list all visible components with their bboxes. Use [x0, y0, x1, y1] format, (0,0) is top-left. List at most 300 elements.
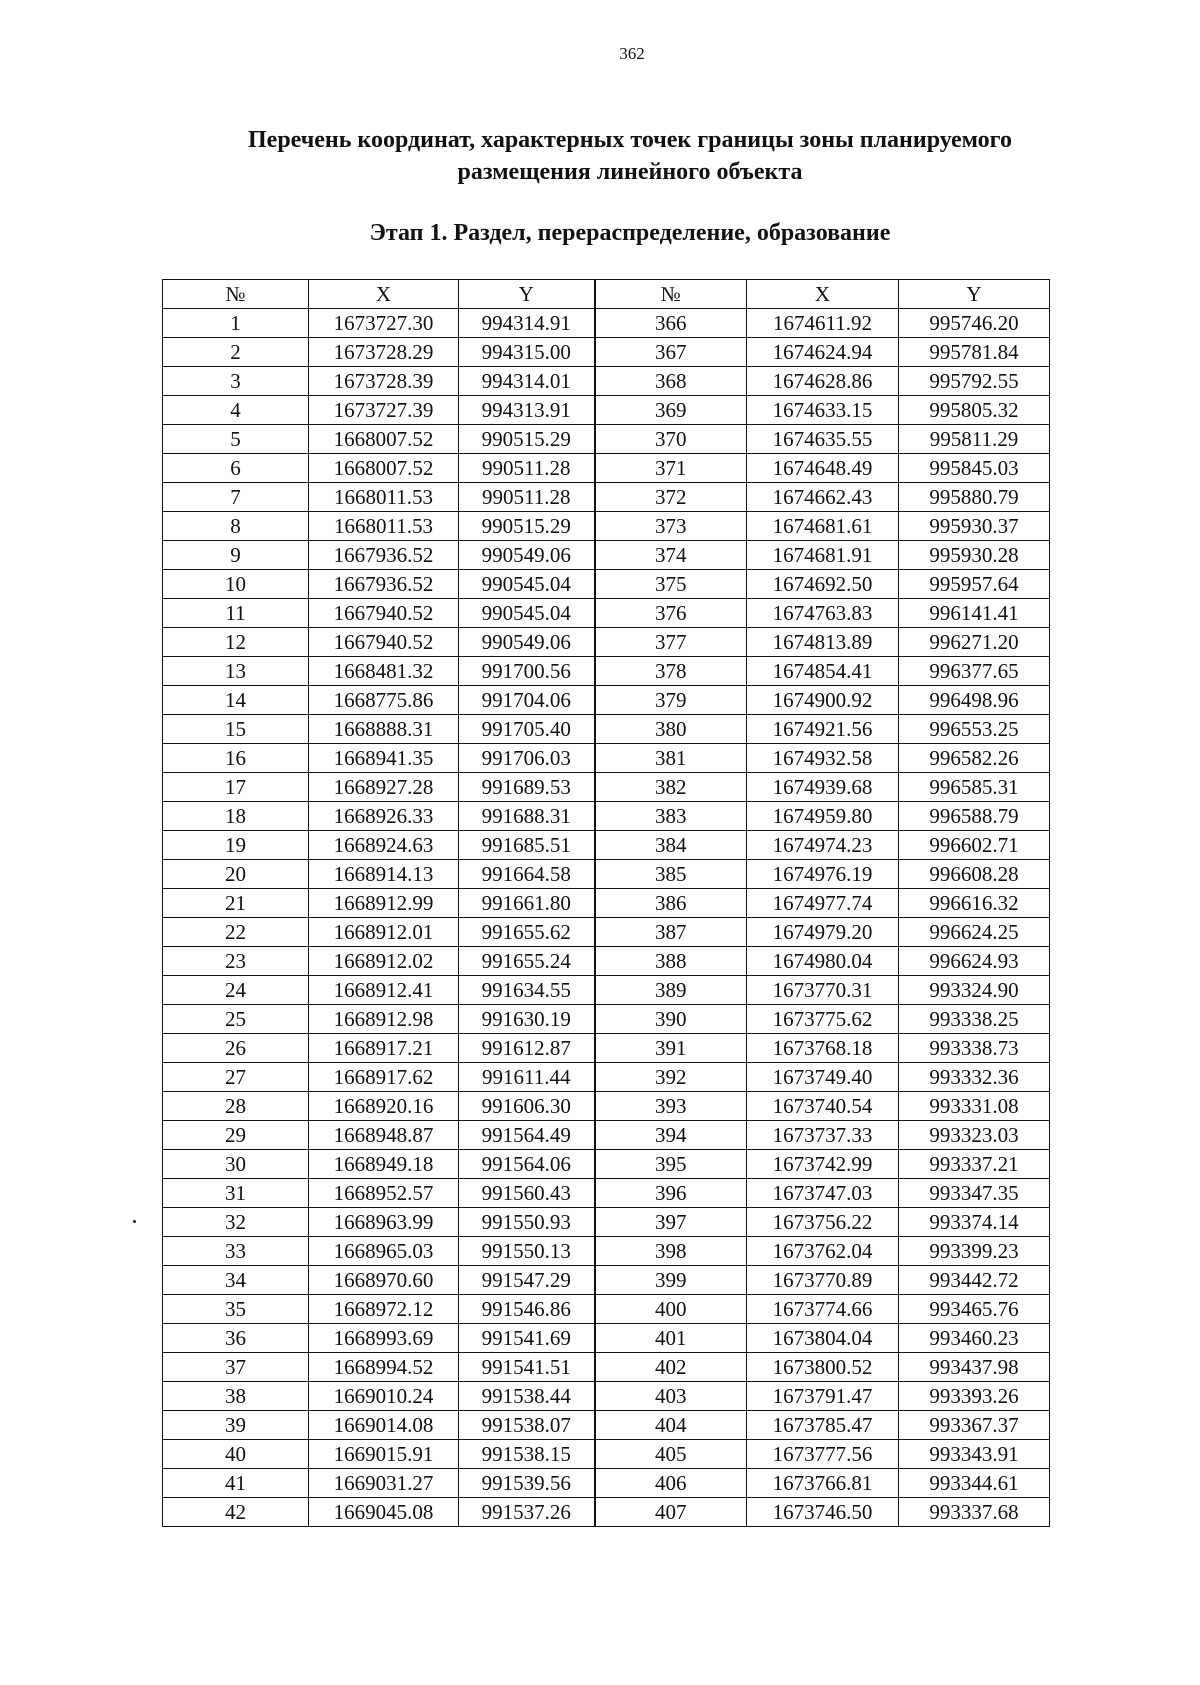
cell-x: 1668994.52 — [309, 1353, 459, 1382]
cell-y: 991538.15 — [459, 1440, 595, 1469]
cell-number-2: 374 — [595, 541, 747, 570]
cell-number-2: 397 — [595, 1208, 747, 1237]
cell-y: 991661.80 — [459, 889, 595, 918]
table-row — [163, 541, 1050, 570]
cell-y: 991612.87 — [459, 1034, 595, 1063]
cell-number: 2 — [163, 338, 309, 367]
table-row — [163, 1034, 1050, 1063]
cell-y: 991630.19 — [459, 1005, 595, 1034]
cell-x-2: 1674980.04 — [747, 947, 899, 976]
table-row — [163, 599, 1050, 628]
cell-y-2: 995746.20 — [899, 309, 1050, 338]
cell-number-2: 398 — [595, 1237, 747, 1266]
cell-y-2: 993338.73 — [899, 1034, 1050, 1063]
cell-y-2: 996498.96 — [899, 686, 1050, 715]
cell-y-2: 993343.91 — [899, 1440, 1050, 1469]
cell-y-2: 996608.28 — [899, 860, 1050, 889]
cell-y-2: 993323.03 — [899, 1121, 1050, 1150]
cell-number-2: 379 — [595, 686, 747, 715]
cell-y-2: 993337.21 — [899, 1150, 1050, 1179]
cell-x: 1668948.87 — [309, 1121, 459, 1150]
cell-number: 19 — [163, 831, 309, 860]
table-row — [163, 947, 1050, 976]
cell-y: 991705.40 — [459, 715, 595, 744]
cell-number-2: 366 — [595, 309, 747, 338]
cell-x: 1668949.18 — [309, 1150, 459, 1179]
cell-x: 1668941.35 — [309, 744, 459, 773]
cell-number: 5 — [163, 425, 309, 454]
cell-y: 991564.06 — [459, 1150, 595, 1179]
cell-x: 1668970.60 — [309, 1266, 459, 1295]
cell-y-2: 996377.65 — [899, 657, 1050, 686]
cell-x-2: 1674648.49 — [747, 454, 899, 483]
header-y-2: Y — [899, 280, 1050, 309]
cell-x-2: 1673777.56 — [747, 1440, 899, 1469]
cell-y-2: 993465.76 — [899, 1295, 1050, 1324]
cell-x-2: 1674854.41 — [747, 657, 899, 686]
table-row — [163, 773, 1050, 802]
cell-x-2: 1673756.22 — [747, 1208, 899, 1237]
cell-x-2: 1674959.80 — [747, 802, 899, 831]
document-title — [150, 124, 1110, 188]
cell-x-2: 1674628.86 — [747, 367, 899, 396]
header-x: X — [309, 280, 459, 309]
cell-number-2: 375 — [595, 570, 747, 599]
table-row — [163, 1150, 1050, 1179]
cell-x-2: 1673740.54 — [747, 1092, 899, 1121]
cell-number: 15 — [163, 715, 309, 744]
cell-y: 994314.01 — [459, 367, 595, 396]
cell-x-2: 1674681.61 — [747, 512, 899, 541]
cell-y: 991634.55 — [459, 976, 595, 1005]
table-row — [163, 1411, 1050, 1440]
table-header-row — [163, 280, 1050, 309]
cell-y-2: 995930.37 — [899, 512, 1050, 541]
cell-y: 991538.07 — [459, 1411, 595, 1440]
cell-x-2: 1674977.74 — [747, 889, 899, 918]
table-row — [163, 512, 1050, 541]
cell-x-2: 1674974.23 — [747, 831, 899, 860]
cell-x-2: 1674932.58 — [747, 744, 899, 773]
cell-x-2: 1674939.68 — [747, 773, 899, 802]
cell-x: 1673728.39 — [309, 367, 459, 396]
cell-x-2: 1673768.18 — [747, 1034, 899, 1063]
cell-y-2: 996602.71 — [899, 831, 1050, 860]
table-row — [163, 976, 1050, 1005]
cell-y: 990511.28 — [459, 454, 595, 483]
cell-x-2: 1674633.15 — [747, 396, 899, 425]
cell-x: 1668952.57 — [309, 1179, 459, 1208]
table-row — [163, 628, 1050, 657]
cell-number-2: 388 — [595, 947, 747, 976]
header-x-2: X — [747, 280, 899, 309]
cell-y-2: 996588.79 — [899, 802, 1050, 831]
cell-y: 991689.53 — [459, 773, 595, 802]
table-body — [163, 309, 1050, 1527]
cell-y: 991560.43 — [459, 1179, 595, 1208]
table-row — [163, 454, 1050, 483]
cell-y-2: 993367.37 — [899, 1411, 1050, 1440]
cell-y: 991685.51 — [459, 831, 595, 860]
cell-x: 1668927.28 — [309, 773, 459, 802]
table-row — [163, 860, 1050, 889]
table-row — [163, 309, 1050, 338]
cell-number-2: 367 — [595, 338, 747, 367]
cell-y-2: 995811.29 — [899, 425, 1050, 454]
cell-x-2: 1673770.89 — [747, 1266, 899, 1295]
cell-x: 1668917.21 — [309, 1034, 459, 1063]
cell-x-2: 1673742.99 — [747, 1150, 899, 1179]
cell-y: 991611.44 — [459, 1063, 595, 1092]
cell-y: 991538.44 — [459, 1382, 595, 1411]
table-row — [163, 831, 1050, 860]
cell-y-2: 996271.20 — [899, 628, 1050, 657]
cell-y-2: 993344.61 — [899, 1469, 1050, 1498]
cell-number: 17 — [163, 773, 309, 802]
cell-x: 1669015.91 — [309, 1440, 459, 1469]
cell-number: 25 — [163, 1005, 309, 1034]
cell-number: 28 — [163, 1092, 309, 1121]
cell-y-2: 995792.55 — [899, 367, 1050, 396]
cell-number-2: 401 — [595, 1324, 747, 1353]
cell-x: 1673727.39 — [309, 396, 459, 425]
cell-y: 991704.06 — [459, 686, 595, 715]
cell-number-2: 372 — [595, 483, 747, 512]
cell-y-2: 993324.90 — [899, 976, 1050, 1005]
cell-number-2: 378 — [595, 657, 747, 686]
cell-x-2: 1673804.04 — [747, 1324, 899, 1353]
cell-number: 20 — [163, 860, 309, 889]
cell-number: 39 — [163, 1411, 309, 1440]
table-row — [163, 1295, 1050, 1324]
cell-number: 29 — [163, 1121, 309, 1150]
cell-x: 1668917.62 — [309, 1063, 459, 1092]
table-row — [163, 686, 1050, 715]
cell-x-2: 1674611.92 — [747, 309, 899, 338]
cell-number-2: 394 — [595, 1121, 747, 1150]
cell-number-2: 399 — [595, 1266, 747, 1295]
cell-x-2: 1674813.89 — [747, 628, 899, 657]
cell-number: 9 — [163, 541, 309, 570]
table-row — [163, 1063, 1050, 1092]
table-row — [163, 1353, 1050, 1382]
cell-y-2: 995880.79 — [899, 483, 1050, 512]
cell-x: 1668775.86 — [309, 686, 459, 715]
cell-number-2: 405 — [595, 1440, 747, 1469]
cell-number-2: 407 — [595, 1498, 747, 1527]
cell-y-2: 993332.36 — [899, 1063, 1050, 1092]
cell-x-2: 1673766.81 — [747, 1469, 899, 1498]
cell-number: 26 — [163, 1034, 309, 1063]
cell-number: 33 — [163, 1237, 309, 1266]
cell-y-2: 996553.25 — [899, 715, 1050, 744]
cell-y-2: 996582.26 — [899, 744, 1050, 773]
cell-x-2: 1674921.56 — [747, 715, 899, 744]
header-number-2: № — [595, 280, 747, 309]
cell-y: 991655.62 — [459, 918, 595, 947]
cell-y-2: 996624.93 — [899, 947, 1050, 976]
cell-number: 40 — [163, 1440, 309, 1469]
cell-x: 1673727.30 — [309, 309, 459, 338]
cell-number: 8 — [163, 512, 309, 541]
cell-y-2: 995805.32 — [899, 396, 1050, 425]
coordinates-table — [162, 279, 1050, 1527]
cell-x-2: 1674624.94 — [747, 338, 899, 367]
cell-x: 1668007.52 — [309, 425, 459, 454]
table-row — [163, 657, 1050, 686]
cell-x: 1669031.27 — [309, 1469, 459, 1498]
cell-x: 1669010.24 — [309, 1382, 459, 1411]
cell-number-2: 373 — [595, 512, 747, 541]
cell-y: 991550.93 — [459, 1208, 595, 1237]
table-row — [163, 1005, 1050, 1034]
cell-number: 7 — [163, 483, 309, 512]
cell-y-2: 993393.26 — [899, 1382, 1050, 1411]
cell-number: 31 — [163, 1179, 309, 1208]
cell-number: 11 — [163, 599, 309, 628]
cell-x-2: 1674979.20 — [747, 918, 899, 947]
cell-number: 1 — [163, 309, 309, 338]
cell-y: 991564.49 — [459, 1121, 595, 1150]
cell-y: 990549.06 — [459, 541, 595, 570]
cell-x: 1673728.29 — [309, 338, 459, 367]
cell-y: 991547.29 — [459, 1266, 595, 1295]
cell-y: 991550.13 — [459, 1237, 595, 1266]
cell-x-2: 1674976.19 — [747, 860, 899, 889]
cell-x: 1667936.52 — [309, 570, 459, 599]
cell-number: 13 — [163, 657, 309, 686]
cell-x: 1668965.03 — [309, 1237, 459, 1266]
table-row — [163, 715, 1050, 744]
table-row — [163, 1121, 1050, 1150]
cell-x: 1668993.69 — [309, 1324, 459, 1353]
cell-number-2: 391 — [595, 1034, 747, 1063]
cell-number: 23 — [163, 947, 309, 976]
cell-number-2: 368 — [595, 367, 747, 396]
header-y: Y — [459, 280, 595, 309]
cell-y-2: 993442.72 — [899, 1266, 1050, 1295]
cell-x: 1668481.32 — [309, 657, 459, 686]
cell-number: 3 — [163, 367, 309, 396]
cell-x-2: 1673762.04 — [747, 1237, 899, 1266]
cell-y: 991664.58 — [459, 860, 595, 889]
cell-y: 991655.24 — [459, 947, 595, 976]
cell-y: 990515.29 — [459, 425, 595, 454]
cell-y-2: 995845.03 — [899, 454, 1050, 483]
cell-y-2: 996616.32 — [899, 889, 1050, 918]
table-row — [163, 889, 1050, 918]
table-row — [163, 1324, 1050, 1353]
cell-number-2: 392 — [595, 1063, 747, 1092]
table-row — [163, 1382, 1050, 1411]
stage-title: Этап 1. Раздел, перераспределение, образование — [369, 220, 891, 246]
cell-number: 12 — [163, 628, 309, 657]
cell-x: 1668011.53 — [309, 483, 459, 512]
table-row — [163, 338, 1050, 367]
cell-number-2: 381 — [595, 744, 747, 773]
cell-x: 1668972.12 — [309, 1295, 459, 1324]
cell-number-2: 393 — [595, 1092, 747, 1121]
cell-x-2: 1673746.50 — [747, 1498, 899, 1527]
cell-number-2: 376 — [595, 599, 747, 628]
cell-number-2: 377 — [595, 628, 747, 657]
cell-y-2: 995930.28 — [899, 541, 1050, 570]
cell-y: 991541.69 — [459, 1324, 595, 1353]
cell-x-2: 1673800.52 — [747, 1353, 899, 1382]
cell-number-2: 371 — [595, 454, 747, 483]
cell-y-2: 996624.25 — [899, 918, 1050, 947]
cell-x: 1668914.13 — [309, 860, 459, 889]
table-row — [163, 1266, 1050, 1295]
cell-number-2: 402 — [595, 1353, 747, 1382]
scan-speck — [133, 1220, 136, 1223]
table-row — [163, 483, 1050, 512]
cell-number: 21 — [163, 889, 309, 918]
cell-y: 991539.56 — [459, 1469, 595, 1498]
table-row — [163, 396, 1050, 425]
table-row — [163, 425, 1050, 454]
table-row — [163, 918, 1050, 947]
document-title-line-1: Перечень координат, характерных точек границы зоны планируемого — [248, 127, 1012, 153]
cell-x-2: 1673775.62 — [747, 1005, 899, 1034]
cell-number: 27 — [163, 1063, 309, 1092]
cell-x-2: 1674900.92 — [747, 686, 899, 715]
cell-x: 1668888.31 — [309, 715, 459, 744]
cell-y: 991537.26 — [459, 1498, 595, 1527]
cell-y-2: 996141.41 — [899, 599, 1050, 628]
cell-x: 1668912.98 — [309, 1005, 459, 1034]
cell-y: 990545.04 — [459, 570, 595, 599]
cell-x-2: 1674635.55 — [747, 425, 899, 454]
cell-number-2: 387 — [595, 918, 747, 947]
table-row — [163, 1092, 1050, 1121]
cell-number: 32 — [163, 1208, 309, 1237]
cell-number: 38 — [163, 1382, 309, 1411]
cell-y-2: 996585.31 — [899, 773, 1050, 802]
cell-number: 36 — [163, 1324, 309, 1353]
table-row — [163, 1208, 1050, 1237]
cell-number: 35 — [163, 1295, 309, 1324]
cell-y-2: 993337.68 — [899, 1498, 1050, 1527]
cell-x-2: 1674763.83 — [747, 599, 899, 628]
cell-x-2: 1673747.03 — [747, 1179, 899, 1208]
table-row — [163, 367, 1050, 396]
cell-number-2: 382 — [595, 773, 747, 802]
cell-number-2: 395 — [595, 1150, 747, 1179]
cell-y: 994314.91 — [459, 309, 595, 338]
document-title-line-2: размещения линейного объекта — [457, 159, 803, 185]
cell-x-2: 1673791.47 — [747, 1382, 899, 1411]
page-number: 362 — [619, 44, 645, 63]
cell-x: 1668007.52 — [309, 454, 459, 483]
cell-number-2: 403 — [595, 1382, 747, 1411]
cell-x-2: 1673749.40 — [747, 1063, 899, 1092]
cell-y-2: 993331.08 — [899, 1092, 1050, 1121]
cell-x: 1668912.41 — [309, 976, 459, 1005]
table-row — [163, 744, 1050, 773]
table-row — [163, 802, 1050, 831]
header-number: № — [163, 280, 309, 309]
cell-number: 16 — [163, 744, 309, 773]
cell-number-2: 389 — [595, 976, 747, 1005]
cell-number-2: 386 — [595, 889, 747, 918]
cell-y: 991546.86 — [459, 1295, 595, 1324]
cell-number: 18 — [163, 802, 309, 831]
cell-number: 42 — [163, 1498, 309, 1527]
cell-x: 1667940.52 — [309, 599, 459, 628]
table-row — [163, 1498, 1050, 1527]
cell-y: 991706.03 — [459, 744, 595, 773]
cell-x: 1669014.08 — [309, 1411, 459, 1440]
cell-y: 990549.06 — [459, 628, 595, 657]
cell-y-2: 993437.98 — [899, 1353, 1050, 1382]
cell-x: 1667936.52 — [309, 541, 459, 570]
cell-number: 10 — [163, 570, 309, 599]
cell-x: 1668011.53 — [309, 512, 459, 541]
cell-number-2: 404 — [595, 1411, 747, 1440]
cell-x: 1667940.52 — [309, 628, 459, 657]
cell-x: 1668920.16 — [309, 1092, 459, 1121]
cell-y: 994315.00 — [459, 338, 595, 367]
cell-number-2: 406 — [595, 1469, 747, 1498]
cell-number-2: 370 — [595, 425, 747, 454]
cell-number-2: 396 — [595, 1179, 747, 1208]
cell-number-2: 400 — [595, 1295, 747, 1324]
cell-number: 37 — [163, 1353, 309, 1382]
cell-x-2: 1674692.50 — [747, 570, 899, 599]
cell-y-2: 995781.84 — [899, 338, 1050, 367]
table-row — [163, 1469, 1050, 1498]
cell-number: 22 — [163, 918, 309, 947]
cell-x: 1668912.01 — [309, 918, 459, 947]
cell-y: 991541.51 — [459, 1353, 595, 1382]
cell-y: 991606.30 — [459, 1092, 595, 1121]
cell-y: 990515.29 — [459, 512, 595, 541]
cell-number-2: 385 — [595, 860, 747, 889]
cell-y-2: 993338.25 — [899, 1005, 1050, 1034]
cell-x-2: 1673785.47 — [747, 1411, 899, 1440]
cell-number-2: 383 — [595, 802, 747, 831]
cell-y-2: 993460.23 — [899, 1324, 1050, 1353]
table-row — [163, 1179, 1050, 1208]
cell-y-2: 993374.14 — [899, 1208, 1050, 1237]
cell-number: 4 — [163, 396, 309, 425]
cell-number: 6 — [163, 454, 309, 483]
cell-number: 34 — [163, 1266, 309, 1295]
cell-y: 991700.56 — [459, 657, 595, 686]
cell-number-2: 369 — [595, 396, 747, 425]
cell-x: 1668912.02 — [309, 947, 459, 976]
cell-y-2: 993399.23 — [899, 1237, 1050, 1266]
table-row — [163, 1237, 1050, 1266]
table-row — [163, 1440, 1050, 1469]
cell-number: 24 — [163, 976, 309, 1005]
cell-number-2: 384 — [595, 831, 747, 860]
cell-x-2: 1673774.66 — [747, 1295, 899, 1324]
cell-y: 994313.91 — [459, 396, 595, 425]
cell-x: 1668963.99 — [309, 1208, 459, 1237]
cell-number-2: 390 — [595, 1005, 747, 1034]
cell-y-2: 993347.35 — [899, 1179, 1050, 1208]
cell-y: 990545.04 — [459, 599, 595, 628]
cell-number-2: 380 — [595, 715, 747, 744]
cell-y: 991688.31 — [459, 802, 595, 831]
cell-x-2: 1673770.31 — [747, 976, 899, 1005]
cell-x-2: 1674681.91 — [747, 541, 899, 570]
cell-y: 990511.28 — [459, 483, 595, 512]
cell-x-2: 1673737.33 — [747, 1121, 899, 1150]
cell-x: 1668924.63 — [309, 831, 459, 860]
